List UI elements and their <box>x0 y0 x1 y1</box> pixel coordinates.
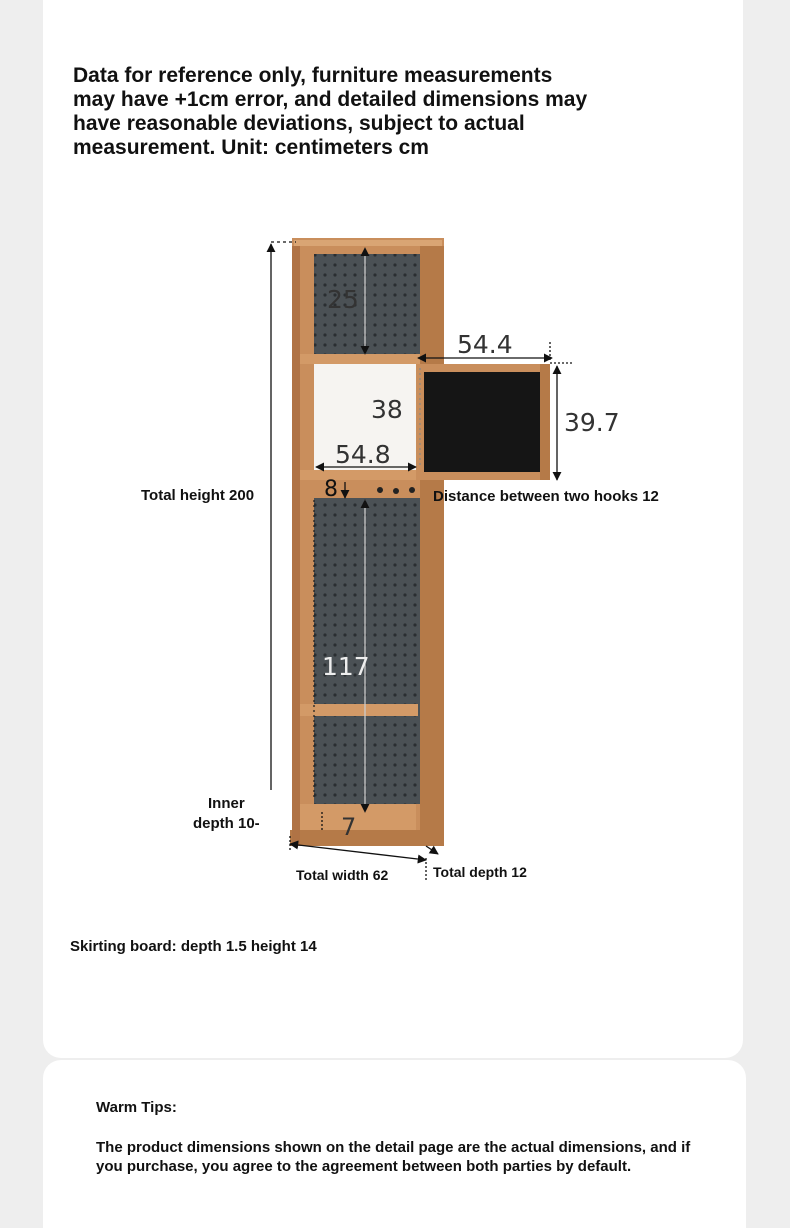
tips-title: Warm Tips: <box>96 1099 177 1116</box>
hooks-label: Distance between two hooks 12 <box>433 488 659 505</box>
base <box>300 804 416 834</box>
total-depth-label: Total depth 12 <box>433 864 527 880</box>
total-height-label: Total height 200 <box>141 487 255 504</box>
bottom-gap-value: 7 <box>341 813 357 841</box>
pegboard-lower <box>314 498 420 804</box>
middle-gap-value: 38 <box>371 395 403 424</box>
top-compartment-value: 25 <box>327 285 359 314</box>
cabinet-height-value: 39.7 <box>564 408 620 437</box>
total-width-line <box>290 844 426 860</box>
cabinet-width-value: 54.4 <box>457 330 513 359</box>
hook-gap-value: 8 <box>324 477 338 502</box>
inner-depth-label-1: Inner <box>208 795 245 812</box>
lower-section-value: 117 <box>322 652 370 681</box>
shelf-1 <box>296 354 420 364</box>
inner-depth-label-2: depth 10- <box>193 815 260 832</box>
tips-body: The product dimensions shown on the detail page are the actual dimensions, and if you purchase, you agree to the agreement between both parties by default. <box>96 1139 691 1175</box>
shelf-3 <box>294 704 418 716</box>
intro-text: Data for reference only, furniture measurements may have +1cm error, and detailed dimensions may have reasonable deviations, subject to actual measurement. Unit: centimeters cm <box>73 64 588 159</box>
cabinet-door <box>424 372 540 472</box>
shelf-frame <box>290 238 444 846</box>
shelf-width-value: 54.8 <box>335 440 391 469</box>
wall-cabinet <box>416 364 550 480</box>
shelf-2 <box>300 470 430 480</box>
total-depth-line <box>426 846 438 854</box>
skirting-label: Skirting board: depth 1.5 height 14 <box>70 938 317 955</box>
total-width-label: Total width 62 <box>296 867 389 883</box>
